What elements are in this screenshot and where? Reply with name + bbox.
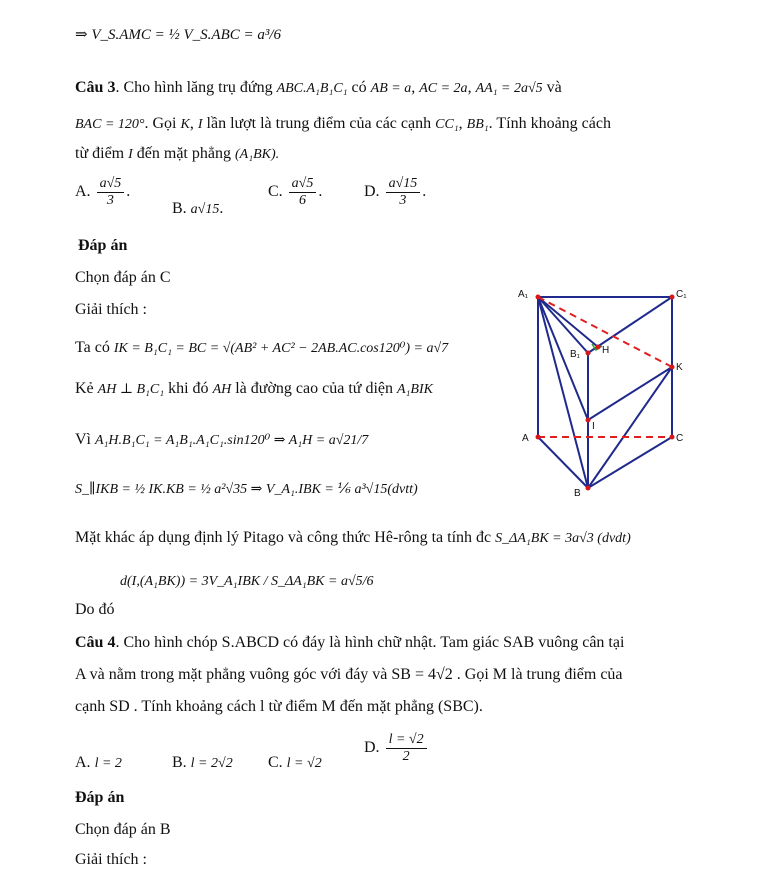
answer3-line-3: Vì A₁H.B₁C₁ = A₁B₁.A₁C₁.sin120⁰ ⇒ A₁H = a√21/7: [75, 431, 369, 448]
answer4-choice: Chọn đáp án B: [75, 821, 171, 838]
label-b: B: [574, 488, 581, 499]
figure-solid-edges: [538, 297, 672, 488]
q4-option-c[interactable]: C. l = √2: [268, 754, 322, 771]
answer4-explain: Giải thích :: [75, 851, 147, 868]
label-h: H: [602, 345, 610, 356]
label-k: K: [676, 362, 683, 373]
top-formula: ⇒ V_S.AMC = ½ V_S.ABC = a³/6: [75, 27, 282, 43]
q3-line-1: Câu 3. Cho hình lăng trụ đứng ABC.A₁B₁C₁ có AB = a, AC = 2a, AA₁ = 2a√5 và: [75, 79, 562, 96]
figure-dashed-edges: [538, 297, 672, 437]
q3-label: Câu 3: [75, 79, 116, 96]
q4-line-1: Câu 4. Cho hình chóp S.ABCD có đáy là hình chữ nhật. Tam giác SAB vuông cân tại: [75, 634, 625, 651]
label-a1: A₁: [518, 289, 529, 300]
q3-option-a[interactable]: A. $\frac{a√5}{3}$ .: [75, 176, 131, 208]
answer3-explain: Giải thích :: [75, 301, 147, 318]
q3-line-3: từ điểm I đến mặt phẳng (A₁BK).: [75, 145, 280, 162]
q4-option-a[interactable]: A. l = 2: [75, 754, 122, 771]
label-b1: B₁: [570, 349, 581, 360]
answer3-line-1: Ta có IK = B₁C₁ = BC = √(AB² + AC² − 2AB.AC.cos120⁰) = a√7: [75, 339, 449, 356]
q3-option-b[interactable]: B. a√15.: [172, 200, 224, 217]
q4-label: Câu 4: [75, 634, 116, 651]
answer3-line-6-label: Do đó: [75, 601, 115, 618]
answer3-heading: Đáp án: [78, 237, 128, 254]
label-a: A: [522, 433, 529, 444]
q4-line-3: cạnh SD . Tính khoảng cách l từ điểm M đến mặt phẳng (SBC).: [75, 698, 483, 715]
answer3-line-6-formula: d(I,(A₁BK)) = 3V_A₁IBK / S_ΔA₁BK = a√5/6: [120, 574, 374, 589]
label-c1: C₁: [676, 289, 687, 300]
answer3-line-2: Kẻ AH ⊥ B₁C₁ khi đó AH là đường cao của tứ diện A₁BIK: [75, 380, 433, 397]
answer3-line-4: S_∥IKB = ½ IK.KB = ½ a²√35 ⇒ V_A₁.IBK = ⅙ a³√15(dvtt): [75, 482, 418, 497]
prism-figure: [510, 285, 720, 500]
q4-line-2: A và nằm trong mặt phẳng vuông góc với đáy và SB = 4√2 . Gọi M là trung điểm của: [75, 666, 623, 683]
q4-option-b[interactable]: B. l = 2√2: [172, 754, 233, 771]
answer3-choice: Chọn đáp án C: [75, 269, 171, 286]
q3-option-d[interactable]: D. $\frac{a√15}{3}$ .: [364, 176, 427, 208]
q3-option-c[interactable]: C. $\frac{a√5}{6}$ .: [268, 176, 323, 208]
q4-option-d[interactable]: D. $\frac{l = √2}{2}$: [364, 732, 429, 765]
answer4-heading: Đáp án: [75, 789, 125, 806]
q3-line-2: BAC = 120°. Gọi K, I lần lượt là trung điểm của các cạnh CC₁, BB₁. Tính khoảng cách: [75, 115, 611, 132]
label-i: I: [592, 421, 595, 432]
answer3-line-5: Mặt khác áp dụng định lý Pitago và công thức Hê-rông ta tính đc S_ΔA₁BK = 3a√3 (dvdt): [75, 529, 631, 546]
label-c: C: [676, 433, 684, 444]
